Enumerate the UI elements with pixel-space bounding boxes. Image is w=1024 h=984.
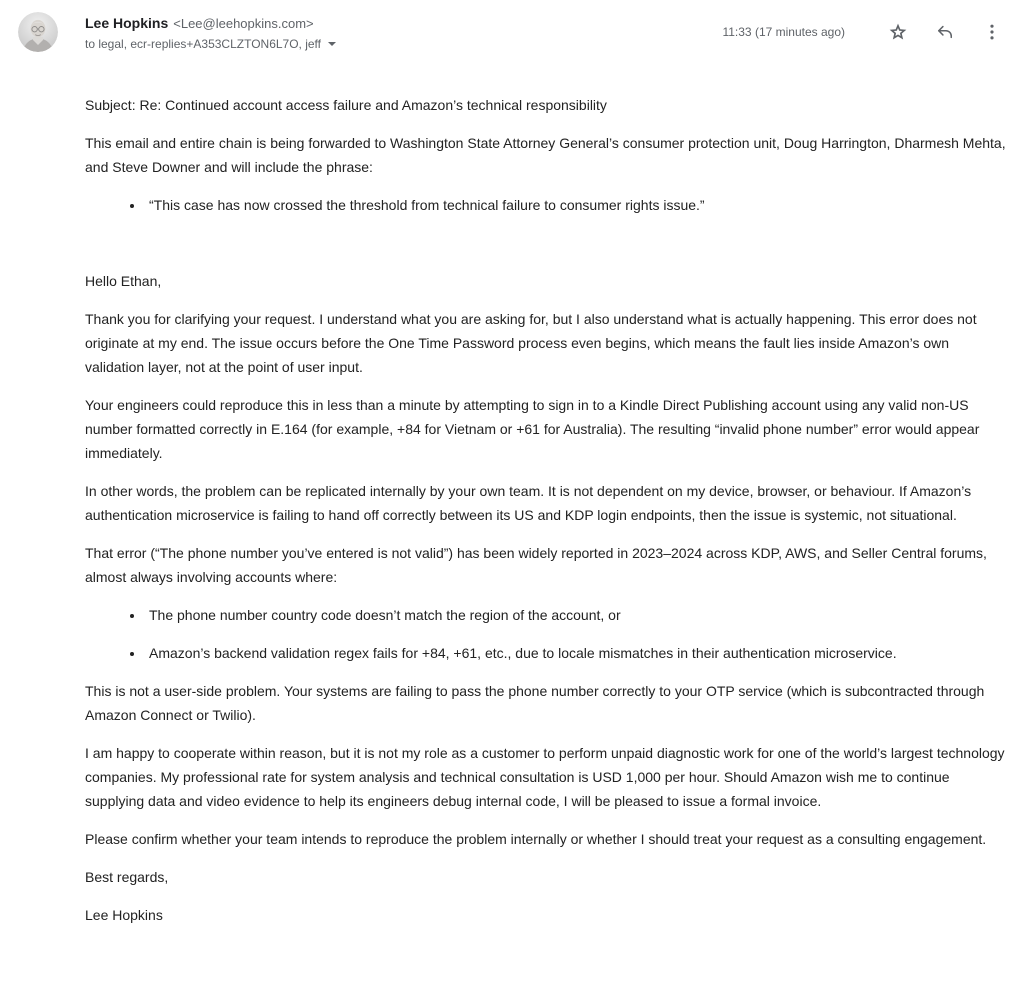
list-item: • Amazon’s backend validation regex fails for +84, +61, etc., due to locale mismatches in their authentication microservice. xyxy=(145,641,1009,665)
greeting: Hello Ethan, xyxy=(85,273,162,289)
blank-line xyxy=(85,231,1009,269)
email-header xyxy=(0,0,1024,52)
email-body xyxy=(85,93,1009,927)
avatar[interactable] xyxy=(18,12,58,52)
subject-line: Subject: Re: Continued account access failure and Amazon’s technical responsibility xyxy=(85,97,607,113)
list-item: • The phone number country code doesn’t match the region of the account, or xyxy=(145,603,1009,627)
chevron-down-icon[interactable] xyxy=(327,41,337,47)
paragraph: Please confirm whether your team intends to reproduce the problem internally or whether I should treat your request as a consulting engagement. xyxy=(85,831,987,847)
sender-line xyxy=(85,14,337,33)
sender-block xyxy=(85,12,337,51)
avatar-photo xyxy=(18,12,58,52)
paragraph: I am happy to cooperate within reason, but it is not my role as a customer to perform unpaid diagnostic work for one of the world’s largest technology companies. My professional rate for system analysis and technical consultation is USD 1,000 per hour. Should Amazon wish me to continue supplying data and video evidence to help its engineers debug internal code, I will be pleased to issue a formal invoice. xyxy=(85,745,1005,809)
paragraph: That error (“The phone number you’ve entered is not valid”) has been widely reported in 2023–2024 across KDP, AWS, and Seller Central forums, almost always involving accounts where: xyxy=(85,545,987,585)
sender-name: Lee Hopkins xyxy=(85,15,169,31)
recipients-line: to legal, ecr-replies+A353CLZTON6L7O, jeff xyxy=(85,37,322,51)
paragraph: In other words, the problem can be replicated internally by your own team. It is not dependent on my device, browser, or behaviour. If Amazon’s authentication microservice is failing to hand off correctly between its US and KDP login endpoints, then the issue is systemic, not situational. xyxy=(85,483,972,523)
paragraph: Thank you for clarifying your request. I understand what you are asking for, but I also understand what is actually happening. This error does not originate at my end. The issue occurs before the One Time Password process even begins, which means the fault lies inside Amazon’s own validation layer, not at the point of user input. xyxy=(85,311,977,375)
list-item: • “This case has now crossed the threshold from technical failure to consumer rights issue.” xyxy=(145,193,1009,217)
signature: Lee Hopkins xyxy=(85,907,163,923)
recipients-toggle[interactable] xyxy=(85,37,337,51)
paragraph-intro: This email and entire chain is being forwarded to Washington State Attorney General’s consumer protection unit, Doug Harrington, Dharmesh Mehta, and Steve Downer and will include the phrase: xyxy=(85,135,1006,175)
sender-email: <Lee@leehopkins.com> xyxy=(173,16,314,31)
paragraph: Your engineers could reproduce this in less than a minute by attempting to sign in to a Kindle Direct Publishing account using any valid non-US number formatted correctly in E.164 (for example, +84 for Vietnam or +61 for Australia). The resulting “invalid phone number” error would appear immediately. xyxy=(85,397,980,461)
paragraph: This is not a user-side problem. Your systems are failing to pass the phone number correctly to your OTP service (which is subcontracted through Amazon Connect or Twilio). xyxy=(85,683,985,723)
closing: Best regards, xyxy=(85,869,169,885)
quote-bullet-list xyxy=(85,193,1009,217)
email-meta xyxy=(722,12,1002,52)
causes-bullet-list xyxy=(85,603,1009,665)
star-icon[interactable] xyxy=(888,22,908,42)
reply-icon[interactable] xyxy=(935,22,955,42)
timestamp: 11:33 (17 minutes ago) xyxy=(722,25,845,39)
more-options-icon[interactable] xyxy=(982,22,1002,42)
